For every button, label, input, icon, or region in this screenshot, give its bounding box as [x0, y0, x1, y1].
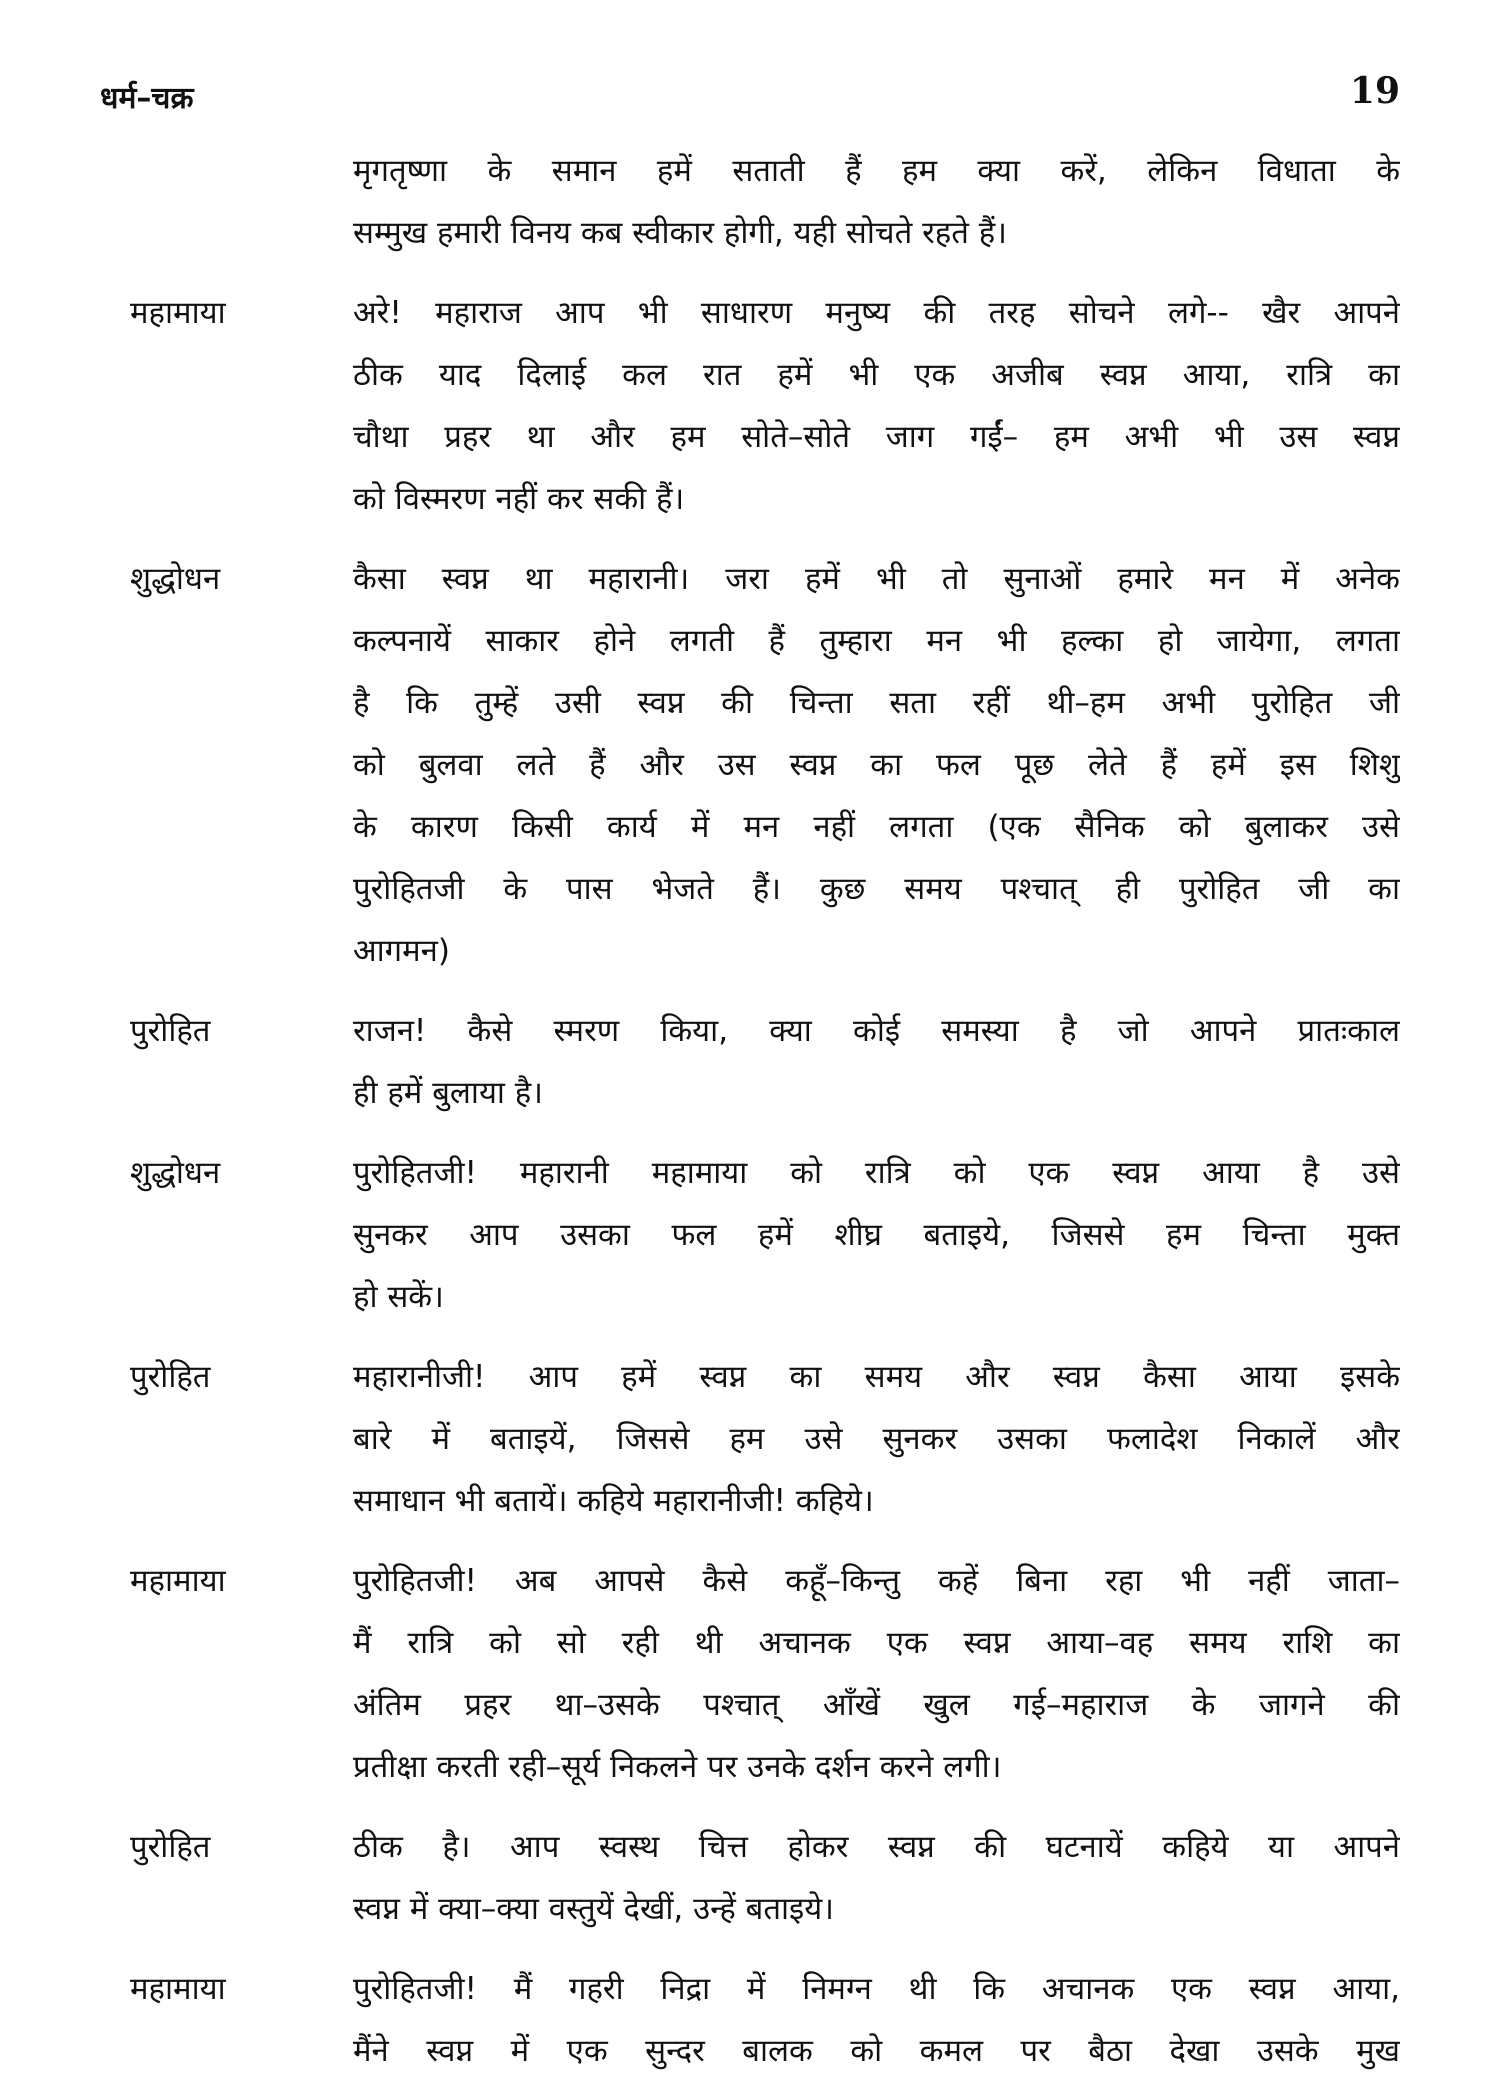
text-line: को बुलवा लते हैं और उस स्वप्न का फल पूछ लेते हैं हमें इस शिशु — [353, 747, 1400, 783]
text-line: प्रतीक्षा करती रही–सूर्य निकलने पर उनके दर्शन करने लगी। — [353, 1749, 1002, 1785]
text-line: स्वप्न में क्या–क्या वस्तुयें देखीं, उन्हें बताइये। — [353, 1891, 834, 1927]
speech-block — [100, 1000, 1400, 1124]
speech-text — [353, 1000, 1400, 1124]
speech-block — [100, 548, 1400, 982]
text-line: पुरोहितजी के पास भेजते हैं। कुछ समय पश्चात् ही पुरोहित जी का — [353, 871, 1400, 907]
speaker-name: महामाया — [130, 295, 226, 331]
speech-block — [100, 1346, 1400, 1532]
text-line: मैं रात्रि को सो रही थी अचानक एक स्वप्न आया–वह समय राशि का — [353, 1625, 1400, 1661]
text-line: कल्पनायें साकार होने लगती हैं तुम्हारा मन भी हल्का हो जायेगा, लगता — [353, 623, 1400, 659]
speech-block — [100, 140, 1400, 264]
text-line: ही हमें बुलाया है। — [353, 1075, 544, 1111]
text-line: पुरोहितजी! महारानी महामाया को रात्रि को एक स्वप्न आया है उसे — [353, 1155, 1400, 1191]
text-line: मैंने स्वप्न में एक सुन्दर बालक को कमल पर बैठा देखा उसके मुख — [353, 2033, 1400, 2069]
text-line: ठीक है। आप स्वस्थ चित्त होकर स्वप्न की घटनायें कहिये या आपने — [353, 1829, 1400, 1865]
speech-text — [353, 140, 1400, 264]
speaker-name: पुरोहित — [130, 1359, 211, 1395]
text-line: मृगतृष्णा के समान हमें सताती हैं हम क्या करें, लेकिन विधाता के — [353, 153, 1400, 189]
text-line: पुरोहितजी! मैं गहरी निद्रा में निमग्न थी कि अचानक एक स्वप्न आया, — [353, 1971, 1400, 2007]
text-line: को विस्मरण नहीं कर सकी हैं। — [353, 481, 685, 517]
text-line: सम्मुख हमारी विनय कब स्वीकार होगी, यही सोचते रहते हैं। — [353, 215, 1007, 251]
speech-text — [353, 1346, 1400, 1532]
speech-block — [100, 1550, 1400, 1798]
speaker-name: शुद्धोधन — [130, 1155, 221, 1191]
speech-text — [353, 1550, 1400, 1798]
speaker-name: शुद्धोधन — [130, 561, 221, 597]
speech-block — [100, 1142, 1400, 1328]
speech-block — [100, 1816, 1400, 1940]
speech-text — [353, 548, 1400, 982]
text-line: हो सकें। — [353, 1279, 444, 1315]
speech-text — [353, 1142, 1400, 1328]
speech-text — [353, 1958, 1400, 2082]
text-line: के कारण किसी कार्य में मन नहीं लगता (एक सैनिक को बुलाकर उसे — [353, 809, 1400, 845]
text-line: राजन! कैसे स्मरण किया, क्या कोई समस्या है जो आपने प्रातःकाल — [353, 1013, 1400, 1049]
page-number: 19 — [1349, 70, 1400, 112]
dialogue-body — [100, 140, 1400, 2100]
text-line: चौथा प्रहर था और हम सोते–सोते जाग गईं– हम अभी भी उस स्वप्न — [353, 419, 1400, 455]
text-line: सुनकर आप उसका फल हमें शीघ्र बताइये, जिससे हम चिन्ता मुक्त — [353, 1217, 1400, 1253]
text-line: आगमन) — [353, 933, 450, 969]
text-line: ठीक याद दिलाई कल रात हमें भी एक अजीब स्वप्न आया, रात्रि का — [353, 357, 1400, 393]
speaker-name: महामाया — [130, 1563, 226, 1599]
speech-block — [100, 1958, 1400, 2082]
speaker-name: महामाया — [130, 1971, 226, 2007]
text-line: समाधान भी बतायें। कहिये महारानीजी! कहिये। — [353, 1483, 874, 1519]
speech-block — [100, 282, 1400, 530]
page-header — [100, 70, 1400, 120]
text-line: महारानीजी! आप हमें स्वप्न का समय और स्वप्न कैसा आया इसके — [353, 1359, 1400, 1395]
running-title: धर्म–चक्र — [100, 81, 194, 116]
speaker-name: पुरोहित — [130, 1013, 211, 1049]
text-line: है कि तुम्हें उसी स्वप्न की चिन्ता सता रहीं थी–हम अभी पुरोहित जी — [353, 685, 1400, 721]
text-line: अंतिम प्रहर था–उसके पश्चात् आँखें खुल गई–महाराज के जागने की — [353, 1687, 1400, 1723]
speaker-name: पुरोहित — [130, 1829, 211, 1865]
text-line: बारे में बताइयें, जिससे हम उसे सुनकर उसका फलादेश निकालें और — [353, 1421, 1400, 1457]
text-line: कैसा स्वप्न था महारानी। जरा हमें भी तो सुनाओं हमारे मन में अनेक — [353, 561, 1400, 597]
speech-text — [353, 282, 1400, 530]
text-line: अरे! महाराज आप भी साधारण मनुष्य की तरह सोचने लगे-- खैर आपने — [353, 295, 1400, 331]
speech-text — [353, 1816, 1400, 1940]
text-line: पुरोहितजी! अब आपसे कैसे कहूँ–किन्तु कहें बिना रहा भी नहीं जाता– — [353, 1563, 1400, 1599]
